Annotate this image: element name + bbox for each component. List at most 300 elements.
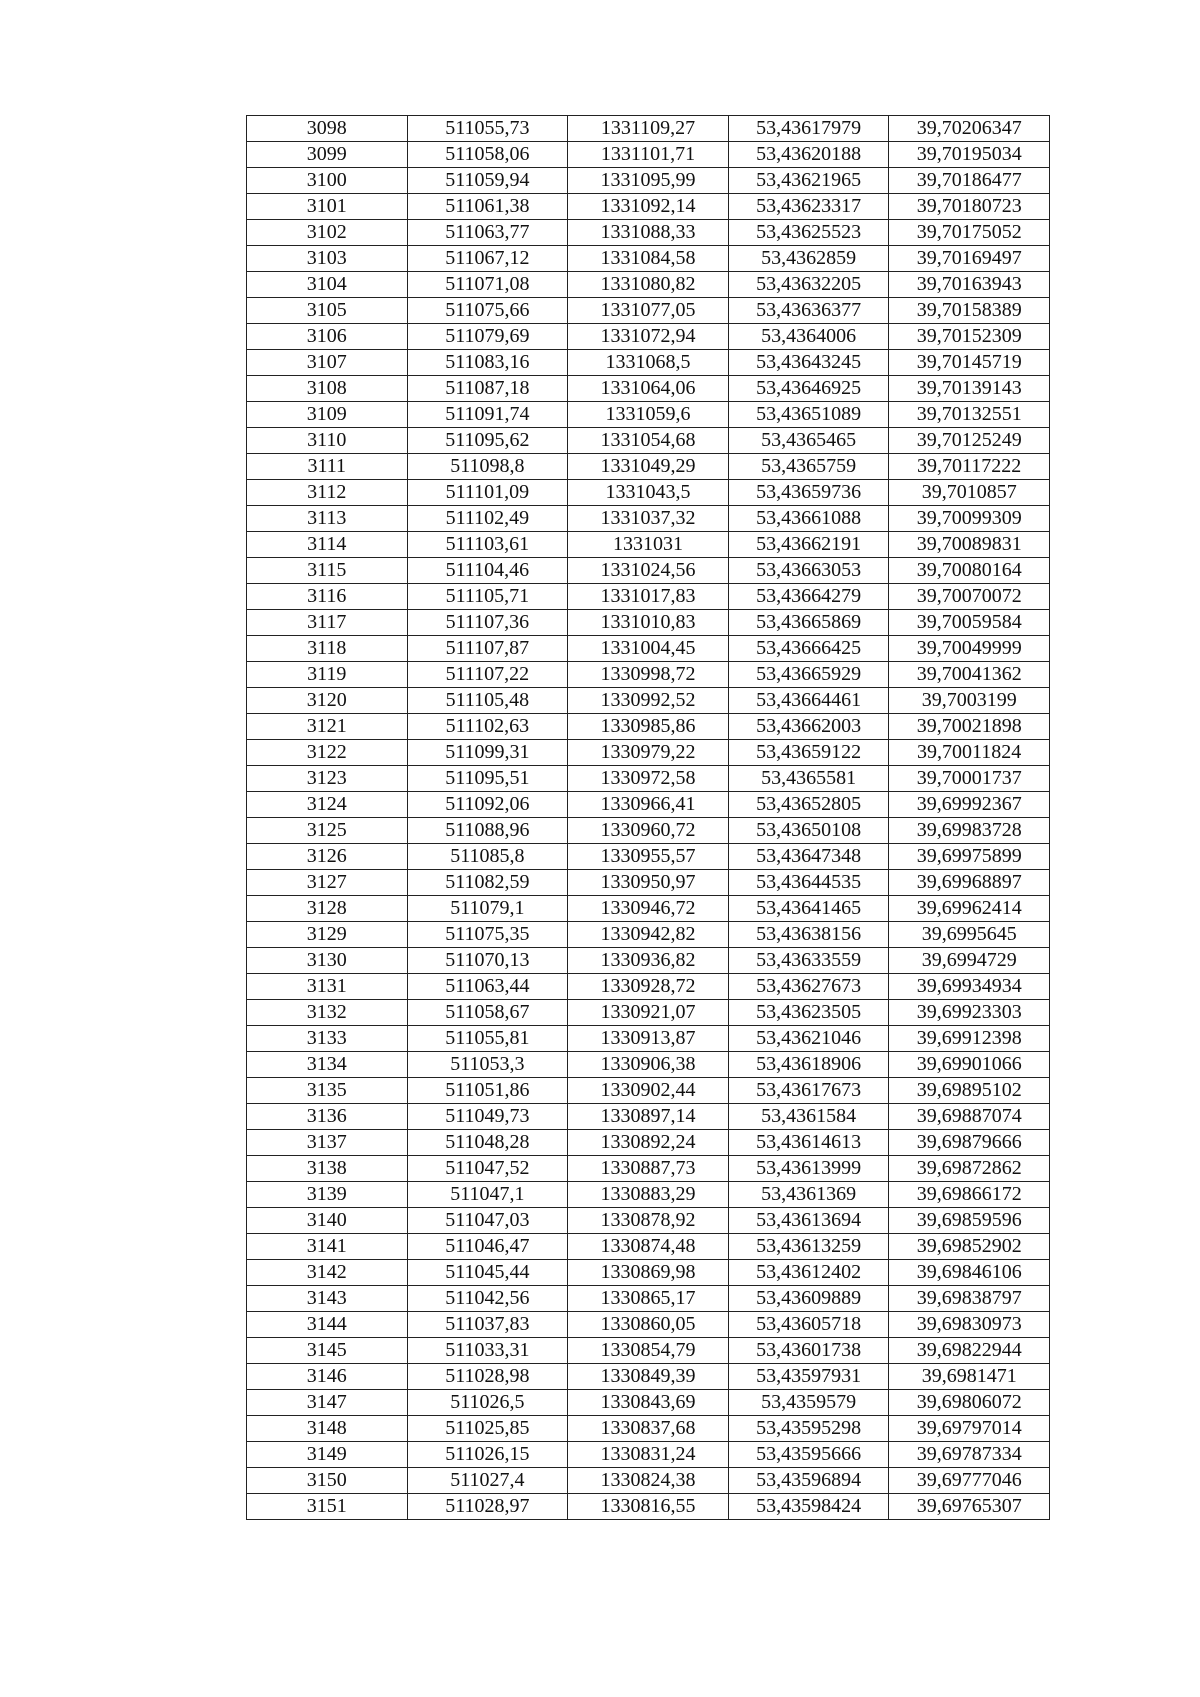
table-row [247, 792, 1050, 818]
table-row [247, 506, 1050, 532]
latitude-cell: 53,43638156 [728, 922, 889, 948]
table-row [247, 1416, 1050, 1442]
latitude-cell: 53,43617673 [728, 1078, 889, 1104]
y-coordinate-cell: 1330824,38 [568, 1468, 729, 1494]
x-coordinate-cell: 511107,22 [407, 662, 568, 688]
latitude-cell: 53,43613999 [728, 1156, 889, 1182]
point-number-cell: 3107 [247, 350, 408, 376]
longitude-cell: 39,70001737 [889, 766, 1050, 792]
y-coordinate-cell: 1330883,29 [568, 1182, 729, 1208]
y-coordinate-cell: 1330913,87 [568, 1026, 729, 1052]
y-coordinate-cell: 1331037,32 [568, 506, 729, 532]
longitude-cell: 39,70125249 [889, 428, 1050, 454]
longitude-cell: 39,69895102 [889, 1078, 1050, 1104]
y-coordinate-cell: 1331072,94 [568, 324, 729, 350]
y-coordinate-cell: 1330942,82 [568, 922, 729, 948]
point-number-cell: 3100 [247, 168, 408, 194]
point-number-cell: 3127 [247, 870, 408, 896]
point-number-cell: 3108 [247, 376, 408, 402]
table-row [247, 610, 1050, 636]
latitude-cell: 53,43661088 [728, 506, 889, 532]
y-coordinate-cell: 1330860,05 [568, 1312, 729, 1338]
y-coordinate-cell: 1330887,73 [568, 1156, 729, 1182]
latitude-cell: 53,4365581 [728, 766, 889, 792]
x-coordinate-cell: 511083,16 [407, 350, 568, 376]
latitude-cell: 53,4362859 [728, 246, 889, 272]
y-coordinate-cell: 1331004,45 [568, 636, 729, 662]
y-coordinate-cell: 1331024,56 [568, 558, 729, 584]
x-coordinate-cell: 511027,4 [407, 1468, 568, 1494]
table-row [247, 116, 1050, 142]
longitude-cell: 39,70152309 [889, 324, 1050, 350]
point-number-cell: 3134 [247, 1052, 408, 1078]
y-coordinate-cell: 1330902,44 [568, 1078, 729, 1104]
table-row [247, 298, 1050, 324]
x-coordinate-cell: 511047,03 [407, 1208, 568, 1234]
x-coordinate-cell: 511047,52 [407, 1156, 568, 1182]
latitude-cell: 53,4359579 [728, 1390, 889, 1416]
longitude-cell: 39,70070072 [889, 584, 1050, 610]
x-coordinate-cell: 511095,51 [407, 766, 568, 792]
table-row [247, 324, 1050, 350]
longitude-cell: 39,69968897 [889, 870, 1050, 896]
table-row [247, 1338, 1050, 1364]
x-coordinate-cell: 511045,44 [407, 1260, 568, 1286]
x-coordinate-cell: 511071,08 [407, 272, 568, 298]
table-row [247, 532, 1050, 558]
point-number-cell: 3132 [247, 1000, 408, 1026]
x-coordinate-cell: 511047,1 [407, 1182, 568, 1208]
longitude-cell: 39,69765307 [889, 1494, 1050, 1520]
longitude-cell: 39,69962414 [889, 896, 1050, 922]
y-coordinate-cell: 1331064,06 [568, 376, 729, 402]
point-number-cell: 3147 [247, 1390, 408, 1416]
longitude-cell: 39,69901066 [889, 1052, 1050, 1078]
latitude-cell: 53,43614613 [728, 1130, 889, 1156]
longitude-cell: 39,70099309 [889, 506, 1050, 532]
table-row [247, 1182, 1050, 1208]
point-number-cell: 3129 [247, 922, 408, 948]
longitude-cell: 39,70180723 [889, 194, 1050, 220]
y-coordinate-cell: 1331010,83 [568, 610, 729, 636]
latitude-cell: 53,43613694 [728, 1208, 889, 1234]
longitude-cell: 39,69787334 [889, 1442, 1050, 1468]
x-coordinate-cell: 511053,3 [407, 1052, 568, 1078]
latitude-cell: 53,43621965 [728, 168, 889, 194]
y-coordinate-cell: 1331031 [568, 532, 729, 558]
coordinates-table [246, 115, 1050, 1520]
latitude-cell: 53,43617979 [728, 116, 889, 142]
point-number-cell: 3124 [247, 792, 408, 818]
table-row [247, 1052, 1050, 1078]
x-coordinate-cell: 511087,18 [407, 376, 568, 402]
table-row [247, 636, 1050, 662]
x-coordinate-cell: 511075,35 [407, 922, 568, 948]
y-coordinate-cell: 1330966,41 [568, 792, 729, 818]
longitude-cell: 39,69806072 [889, 1390, 1050, 1416]
y-coordinate-cell: 1331101,71 [568, 142, 729, 168]
x-coordinate-cell: 511026,5 [407, 1390, 568, 1416]
x-coordinate-cell: 511046,47 [407, 1234, 568, 1260]
table-row [247, 194, 1050, 220]
x-coordinate-cell: 511079,69 [407, 324, 568, 350]
table-row [247, 584, 1050, 610]
point-number-cell: 3115 [247, 558, 408, 584]
x-coordinate-cell: 511103,61 [407, 532, 568, 558]
longitude-cell: 39,7010857 [889, 480, 1050, 506]
point-number-cell: 3151 [247, 1494, 408, 1520]
y-coordinate-cell: 1330878,92 [568, 1208, 729, 1234]
point-number-cell: 3139 [247, 1182, 408, 1208]
table-row [247, 662, 1050, 688]
latitude-cell: 53,43652805 [728, 792, 889, 818]
point-number-cell: 3116 [247, 584, 408, 610]
latitude-cell: 53,43625523 [728, 220, 889, 246]
x-coordinate-cell: 511082,59 [407, 870, 568, 896]
y-coordinate-cell: 1331043,5 [568, 480, 729, 506]
y-coordinate-cell: 1330960,72 [568, 818, 729, 844]
point-number-cell: 3106 [247, 324, 408, 350]
y-coordinate-cell: 1330816,55 [568, 1494, 729, 1520]
table-row [247, 688, 1050, 714]
point-number-cell: 3130 [247, 948, 408, 974]
y-coordinate-cell: 1331017,83 [568, 584, 729, 610]
table-row [247, 1442, 1050, 1468]
x-coordinate-cell: 511098,8 [407, 454, 568, 480]
x-coordinate-cell: 511028,97 [407, 1494, 568, 1520]
y-coordinate-cell: 1330849,39 [568, 1364, 729, 1390]
y-coordinate-cell: 1330831,24 [568, 1442, 729, 1468]
table-row [247, 1026, 1050, 1052]
point-number-cell: 3146 [247, 1364, 408, 1390]
x-coordinate-cell: 511026,15 [407, 1442, 568, 1468]
point-number-cell: 3103 [247, 246, 408, 272]
latitude-cell: 53,43627673 [728, 974, 889, 1000]
table-row [247, 142, 1050, 168]
y-coordinate-cell: 1330843,69 [568, 1390, 729, 1416]
point-number-cell: 3125 [247, 818, 408, 844]
latitude-cell: 53,43609889 [728, 1286, 889, 1312]
longitude-cell: 39,70163943 [889, 272, 1050, 298]
latitude-cell: 53,43644535 [728, 870, 889, 896]
longitude-cell: 39,69887074 [889, 1104, 1050, 1130]
latitude-cell: 53,4361584 [728, 1104, 889, 1130]
y-coordinate-cell: 1331109,27 [568, 116, 729, 142]
point-number-cell: 3101 [247, 194, 408, 220]
latitude-cell: 53,43613259 [728, 1234, 889, 1260]
longitude-cell: 39,6981471 [889, 1364, 1050, 1390]
y-coordinate-cell: 1331080,82 [568, 272, 729, 298]
point-number-cell: 3126 [247, 844, 408, 870]
longitude-cell: 39,70169497 [889, 246, 1050, 272]
x-coordinate-cell: 511063,44 [407, 974, 568, 1000]
point-number-cell: 3121 [247, 714, 408, 740]
x-coordinate-cell: 511095,62 [407, 428, 568, 454]
latitude-cell: 53,43659736 [728, 480, 889, 506]
y-coordinate-cell: 1330998,72 [568, 662, 729, 688]
longitude-cell: 39,69838797 [889, 1286, 1050, 1312]
table-row [247, 168, 1050, 194]
point-number-cell: 3102 [247, 220, 408, 246]
point-number-cell: 3118 [247, 636, 408, 662]
x-coordinate-cell: 511091,74 [407, 402, 568, 428]
point-number-cell: 3109 [247, 402, 408, 428]
table-row [247, 974, 1050, 1000]
y-coordinate-cell: 1330950,97 [568, 870, 729, 896]
latitude-cell: 53,43621046 [728, 1026, 889, 1052]
coordinates-table-body [247, 116, 1050, 1520]
point-number-cell: 3123 [247, 766, 408, 792]
latitude-cell: 53,43646925 [728, 376, 889, 402]
table-row [247, 1000, 1050, 1026]
latitude-cell: 53,43597931 [728, 1364, 889, 1390]
point-number-cell: 3104 [247, 272, 408, 298]
latitude-cell: 53,43662003 [728, 714, 889, 740]
x-coordinate-cell: 511063,77 [407, 220, 568, 246]
point-number-cell: 3113 [247, 506, 408, 532]
table-row [247, 714, 1050, 740]
point-number-cell: 3133 [247, 1026, 408, 1052]
latitude-cell: 53,43595666 [728, 1442, 889, 1468]
latitude-cell: 53,43623317 [728, 194, 889, 220]
x-coordinate-cell: 511042,56 [407, 1286, 568, 1312]
latitude-cell: 53,43647348 [728, 844, 889, 870]
y-coordinate-cell: 1330921,07 [568, 1000, 729, 1026]
latitude-cell: 53,43641465 [728, 896, 889, 922]
latitude-cell: 53,4364006 [728, 324, 889, 350]
latitude-cell: 53,43643245 [728, 350, 889, 376]
longitude-cell: 39,69852902 [889, 1234, 1050, 1260]
latitude-cell: 53,43618906 [728, 1052, 889, 1078]
table-row [247, 558, 1050, 584]
x-coordinate-cell: 511055,81 [407, 1026, 568, 1052]
latitude-cell: 53,43636377 [728, 298, 889, 324]
latitude-cell: 53,43665869 [728, 610, 889, 636]
x-coordinate-cell: 511025,85 [407, 1416, 568, 1442]
x-coordinate-cell: 511075,66 [407, 298, 568, 324]
longitude-cell: 39,70089831 [889, 532, 1050, 558]
latitude-cell: 53,43665929 [728, 662, 889, 688]
latitude-cell: 53,43659122 [728, 740, 889, 766]
longitude-cell: 39,7003199 [889, 688, 1050, 714]
x-coordinate-cell: 511102,63 [407, 714, 568, 740]
y-coordinate-cell: 1330972,58 [568, 766, 729, 792]
point-number-cell: 3122 [247, 740, 408, 766]
latitude-cell: 53,43605718 [728, 1312, 889, 1338]
table-row [247, 1468, 1050, 1494]
table-row [247, 454, 1050, 480]
table-row [247, 1104, 1050, 1130]
y-coordinate-cell: 1330892,24 [568, 1130, 729, 1156]
x-coordinate-cell: 511101,09 [407, 480, 568, 506]
latitude-cell: 53,43650108 [728, 818, 889, 844]
longitude-cell: 39,70206347 [889, 116, 1050, 142]
point-number-cell: 3119 [247, 662, 408, 688]
point-number-cell: 3142 [247, 1260, 408, 1286]
y-coordinate-cell: 1330869,98 [568, 1260, 729, 1286]
longitude-cell: 39,69923303 [889, 1000, 1050, 1026]
x-coordinate-cell: 511070,13 [407, 948, 568, 974]
longitude-cell: 39,70175052 [889, 220, 1050, 246]
x-coordinate-cell: 511067,12 [407, 246, 568, 272]
latitude-cell: 53,43632205 [728, 272, 889, 298]
x-coordinate-cell: 511107,87 [407, 636, 568, 662]
table-row [247, 818, 1050, 844]
longitude-cell: 39,70080164 [889, 558, 1050, 584]
y-coordinate-cell: 1330854,79 [568, 1338, 729, 1364]
longitude-cell: 39,70049999 [889, 636, 1050, 662]
x-coordinate-cell: 511033,31 [407, 1338, 568, 1364]
x-coordinate-cell: 511099,31 [407, 740, 568, 766]
x-coordinate-cell: 511102,49 [407, 506, 568, 532]
longitude-cell: 39,6995645 [889, 922, 1050, 948]
table-row [247, 376, 1050, 402]
longitude-cell: 39,69934934 [889, 974, 1050, 1000]
latitude-cell: 53,43633559 [728, 948, 889, 974]
latitude-cell: 53,43612402 [728, 1260, 889, 1286]
latitude-cell: 53,43664279 [728, 584, 889, 610]
table-row [247, 1494, 1050, 1520]
table-row [247, 922, 1050, 948]
y-coordinate-cell: 1330936,82 [568, 948, 729, 974]
table-row [247, 480, 1050, 506]
x-coordinate-cell: 511105,48 [407, 688, 568, 714]
point-number-cell: 3105 [247, 298, 408, 324]
point-number-cell: 3111 [247, 454, 408, 480]
longitude-cell: 39,69822944 [889, 1338, 1050, 1364]
x-coordinate-cell: 511079,1 [407, 896, 568, 922]
y-coordinate-cell: 1330992,52 [568, 688, 729, 714]
point-number-cell: 3117 [247, 610, 408, 636]
latitude-cell: 53,43598424 [728, 1494, 889, 1520]
table-row [247, 402, 1050, 428]
longitude-cell: 39,70158389 [889, 298, 1050, 324]
longitude-cell: 39,70059584 [889, 610, 1050, 636]
y-coordinate-cell: 1330837,68 [568, 1416, 729, 1442]
point-number-cell: 3120 [247, 688, 408, 714]
longitude-cell: 39,69830973 [889, 1312, 1050, 1338]
table-row [247, 1260, 1050, 1286]
y-coordinate-cell: 1331095,99 [568, 168, 729, 194]
table-row [247, 740, 1050, 766]
latitude-cell: 53,43651089 [728, 402, 889, 428]
longitude-cell: 39,69912398 [889, 1026, 1050, 1052]
table-row [247, 1364, 1050, 1390]
y-coordinate-cell: 1331049,29 [568, 454, 729, 480]
point-number-cell: 3112 [247, 480, 408, 506]
point-number-cell: 3145 [247, 1338, 408, 1364]
latitude-cell: 53,43623505 [728, 1000, 889, 1026]
y-coordinate-cell: 1331077,05 [568, 298, 729, 324]
table-row [247, 1130, 1050, 1156]
latitude-cell: 53,43620188 [728, 142, 889, 168]
latitude-cell: 53,4365465 [728, 428, 889, 454]
table-row [247, 1312, 1050, 1338]
point-number-cell: 3141 [247, 1234, 408, 1260]
longitude-cell: 39,69872862 [889, 1156, 1050, 1182]
y-coordinate-cell: 1331088,33 [568, 220, 729, 246]
table-row [247, 220, 1050, 246]
latitude-cell: 53,4365759 [728, 454, 889, 480]
point-number-cell: 3135 [247, 1078, 408, 1104]
longitude-cell: 39,69983728 [889, 818, 1050, 844]
latitude-cell: 53,43662191 [728, 532, 889, 558]
y-coordinate-cell: 1330865,17 [568, 1286, 729, 1312]
longitude-cell: 39,70145719 [889, 350, 1050, 376]
latitude-cell: 53,43596894 [728, 1468, 889, 1494]
table-row [247, 1286, 1050, 1312]
latitude-cell: 53,43601738 [728, 1338, 889, 1364]
table-row [247, 870, 1050, 896]
y-coordinate-cell: 1330946,72 [568, 896, 729, 922]
y-coordinate-cell: 1330928,72 [568, 974, 729, 1000]
x-coordinate-cell: 511049,73 [407, 1104, 568, 1130]
x-coordinate-cell: 511037,83 [407, 1312, 568, 1338]
longitude-cell: 39,70139143 [889, 376, 1050, 402]
longitude-cell: 39,69859596 [889, 1208, 1050, 1234]
longitude-cell: 39,70132551 [889, 402, 1050, 428]
longitude-cell: 39,70186477 [889, 168, 1050, 194]
x-coordinate-cell: 511088,96 [407, 818, 568, 844]
y-coordinate-cell: 1330955,57 [568, 844, 729, 870]
point-number-cell: 3099 [247, 142, 408, 168]
y-coordinate-cell: 1330874,48 [568, 1234, 729, 1260]
x-coordinate-cell: 511059,94 [407, 168, 568, 194]
point-number-cell: 3144 [247, 1312, 408, 1338]
longitude-cell: 39,69992367 [889, 792, 1050, 818]
point-number-cell: 3136 [247, 1104, 408, 1130]
longitude-cell: 39,69879666 [889, 1130, 1050, 1156]
point-number-cell: 3143 [247, 1286, 408, 1312]
table-row [247, 246, 1050, 272]
longitude-cell: 39,69866172 [889, 1182, 1050, 1208]
x-coordinate-cell: 511092,06 [407, 792, 568, 818]
table-row [247, 1078, 1050, 1104]
point-number-cell: 3138 [247, 1156, 408, 1182]
table-row [247, 1156, 1050, 1182]
x-coordinate-cell: 511104,46 [407, 558, 568, 584]
y-coordinate-cell: 1330985,86 [568, 714, 729, 740]
y-coordinate-cell: 1331084,58 [568, 246, 729, 272]
y-coordinate-cell: 1330897,14 [568, 1104, 729, 1130]
y-coordinate-cell: 1330906,38 [568, 1052, 729, 1078]
x-coordinate-cell: 511048,28 [407, 1130, 568, 1156]
point-number-cell: 3140 [247, 1208, 408, 1234]
y-coordinate-cell: 1331054,68 [568, 428, 729, 454]
x-coordinate-cell: 511061,38 [407, 194, 568, 220]
longitude-cell: 39,6994729 [889, 948, 1050, 974]
latitude-cell: 53,43663053 [728, 558, 889, 584]
x-coordinate-cell: 511028,98 [407, 1364, 568, 1390]
table-row [247, 350, 1050, 376]
table-row [247, 844, 1050, 870]
latitude-cell: 53,43664461 [728, 688, 889, 714]
point-number-cell: 3098 [247, 116, 408, 142]
table-row [247, 896, 1050, 922]
table-row [247, 272, 1050, 298]
x-coordinate-cell: 511058,67 [407, 1000, 568, 1026]
point-number-cell: 3128 [247, 896, 408, 922]
x-coordinate-cell: 511058,06 [407, 142, 568, 168]
longitude-cell: 39,69846106 [889, 1260, 1050, 1286]
latitude-cell: 53,43595298 [728, 1416, 889, 1442]
y-coordinate-cell: 1331092,14 [568, 194, 729, 220]
x-coordinate-cell: 511107,36 [407, 610, 568, 636]
y-coordinate-cell: 1331068,5 [568, 350, 729, 376]
x-coordinate-cell: 511105,71 [407, 584, 568, 610]
longitude-cell: 39,70195034 [889, 142, 1050, 168]
longitude-cell: 39,70117222 [889, 454, 1050, 480]
